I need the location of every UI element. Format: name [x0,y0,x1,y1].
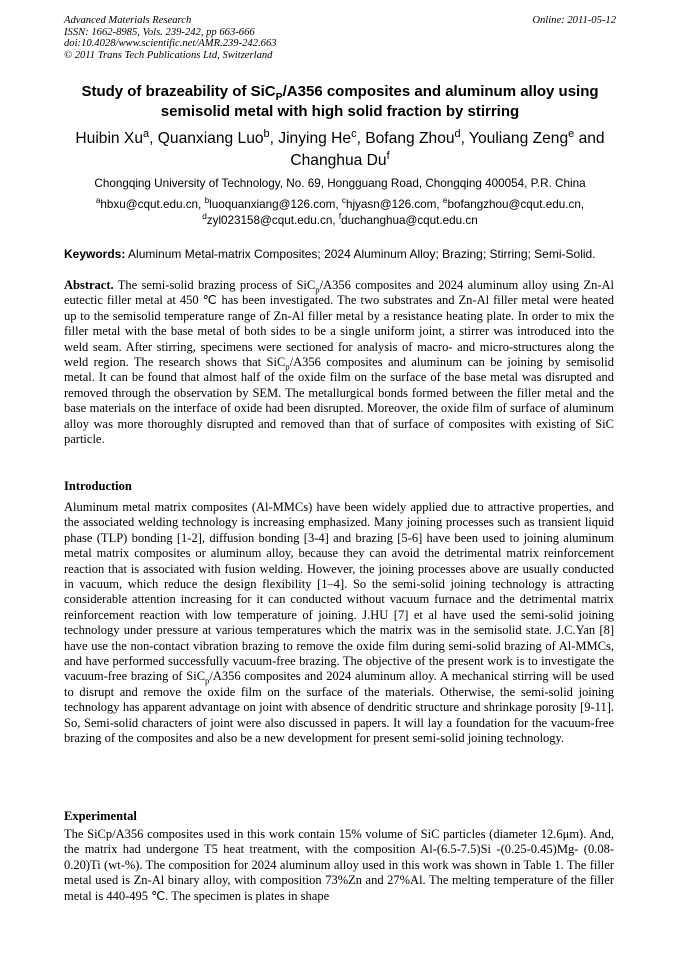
journal-name: Advanced Materials Research [64,15,192,26]
email[interactable]: $^b$luoquanxiang@126.com, [204,196,342,211]
email[interactable]: $^c$hjyasn@126.com, [341,196,443,211]
title-part-2: /A356 composites and aluminum alloy using semisolid metal with high solid fraction by stirring [160,83,599,120]
abstract: Abstract. The semi-solid brazing process of SiC$_p$/A356 composites and 2024 aluminum alloy using Zn-Al eutectic filler metal at 450 ℃ has been investigated. The two substrates and Zn-Al filler metal were heated up to the semisolid temperature range of Zn-Al filler metal by a resistance heating plate. In order to mix the filler metal with the base metal of both sides to be a single uniform joint, a stirrer was introduced into the weld seam. After stirring, specimens were sectioned for analysis of macro- and micro-structures along the weld region. The research shows that SiC$_p$/A356 composites and aluminum can be joining by semisolid metal. It can be found that almost half of the oxide film on the surface of the base metal was disrupted and removed through the observation by SEM. The metallurgical bonds formed between the filler metal and the base materials on the interface of oxide had been disrupted. Moreover, the oxide film of surface of aluminum alloy was more thoroughly disrupted and removed than that of surface of composites with existing of SiC particle. [64,278,614,447]
title-subscript: P [275,91,283,103]
author-emails [56,197,624,229]
email[interactable]: $^e$bofangzhou@cqut.edu.cn, [442,196,585,211]
online-date: Online: 2011-05-12 [532,15,616,26]
author: Jinying He$^c$, [278,127,366,147]
author: Youliang Zeng$^e$ and [469,127,605,147]
paper-title [56,82,624,122]
introduction-body: Aluminum metal matrix composites (Al-MMCs) have been widely applied due to attractive properties, and the associated welding technology is increasing emphasized. Many joining processes such as transient liquid phase (TLP) bonding [1-2], diffusion bonding [3-4] and brazing [5-6] have been used to joining aluminum metal matrix composites or aluminum alloy, because they can avoid the detrimental matrix reinforcement reaction that is associated with fusion welding. However, the joining processes above are usually conducted in vacuum, which reduce the design flexibility [1–4]. So the semi-solid joining technology is attracting considerable attention increasing for it can conducted without vacuum furnace and the detrimental matrix reinforcement reaction with low temperature of joining. J.HU [7] et al have used the semi-solid joining technology under pressure at various temperatures which the matrix was in the semisolid state. J.C.Yan [8] have use the non-contact vibration brazing to remove the oxide film during semi-solid brazing of Al-MMCs, and have performed successfully vacuum-free brazing. The objective of the present work is to investigate the vacuum-free brazing of SiC$_p$/A356 composites and 2024 aluminum alloy. A mechanical stirring will be used to disrupt and remove the oxide film on the surface of the materials. Otherwise, the semi-solid joining technology has apparent advantage on joint with absence of dendritic structure and shrinkage porosity [9-11]. So, Semi-solid characters of joint were also discussed in papers. It will lay a foundation for the vacuum-free brazing of the composites and also be a new development for present semi-solid joining technology. [64,500,614,746]
email[interactable]: $^f$duchanghua@cqut.edu.cn [338,212,478,227]
email[interactable]: $^d$zyl023158@cqut.edu.cn, [202,212,339,227]
doi-line: doi:10.4028/www.scientific.net/AMR.239-242.663 [64,38,277,50]
author-list [56,128,624,172]
section-heading-experimental: Experimental [64,809,137,823]
keywords [64,246,614,262]
author: Changhua Du$^f$ [290,149,390,169]
copyright-line: © 2011 Trans Tech Publications Ltd, Switzerland [64,50,273,62]
abstract-label: Abstract. [64,278,114,292]
section-heading-introduction: Introduction [64,479,132,493]
experimental-body: The SiCp/A356 composites used in this work contain 15% volume of SiC particles (diameter 12.6μm). And, the matrix had undergone T5 heat treatment, with the composition Al-(6.5-7.5)Si -(0.25-0.45)Mg- (0.08-0.20)Ti (wt-%). The composition for 2024 aluminum alloy used in this work was shown in Table 1. The filler metal used is Zn-Al binary alloy, with composition 73%Zn and 27%Al. The melting temperature of the filler metal is 440-495 ℃. The specimen is plates in shape [64,827,614,903]
journal-header [64,15,616,62]
keywords-label: Keywords: [64,247,126,261]
author: Huibin Xu$^a$, [75,127,158,147]
author: Quanxiang Luo$^b$, [157,127,279,147]
keywords-text: Aluminum Metal-matrix Composites; 2024 Aluminum Alloy; Brazing; Stirring; Semi-Solid. [125,247,596,261]
title-part-1: Study of brazeability of SiC [81,83,276,100]
issn-line: ISSN: 1662-8985, Vols. 239-242, pp 663-666 [64,26,255,38]
email[interactable]: $^a$hbxu@cqut.edu.cn, [95,196,205,211]
affiliation: Chongqing University of Technology, No. 69, Hongguang Road, Chongqing 400054, P.R. China [94,177,586,190]
author: Bofang Zhou$^d$, [365,127,470,147]
